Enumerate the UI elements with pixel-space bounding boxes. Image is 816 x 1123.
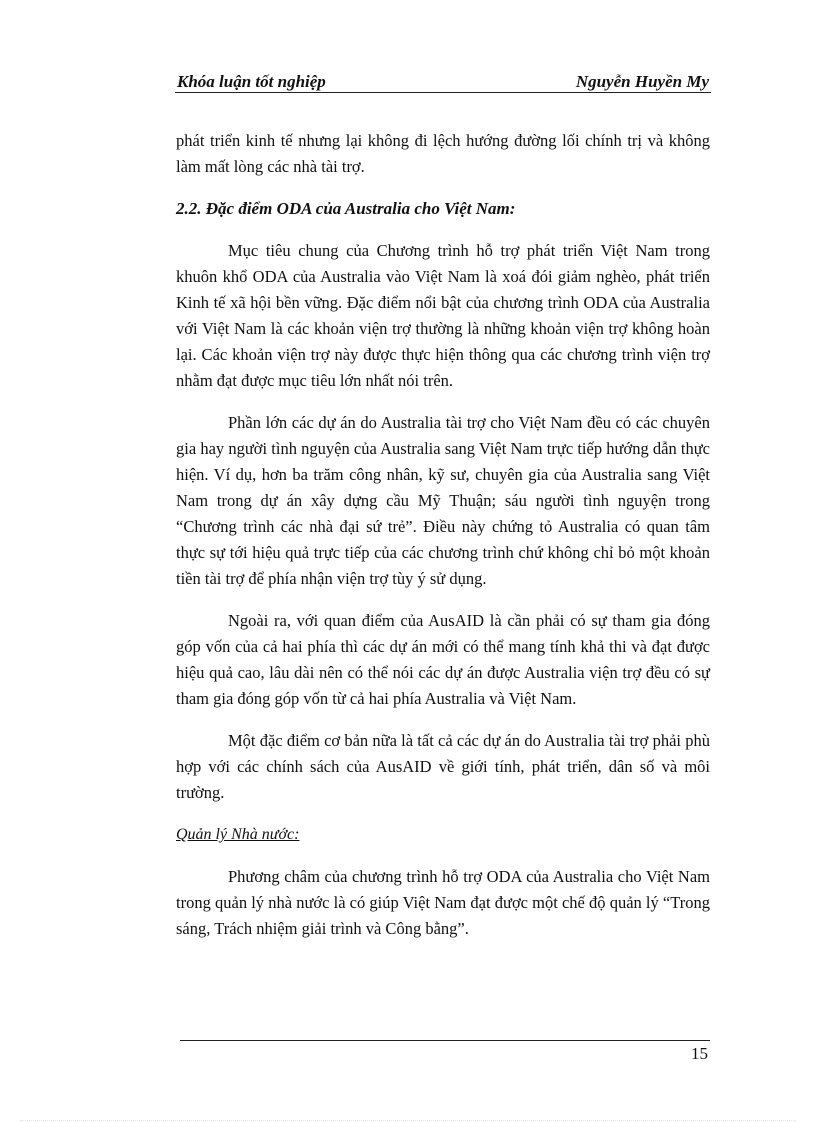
subsection-heading: Quản lý Nhà nước: <box>176 826 300 843</box>
paragraph-policy-fit: Một đặc điểm cơ bản nữa là tất cả các dự án do Australia tài trợ phải phù hợp với các chính sách của AusAID về giới tính, phát triển, dân số và môi trường. <box>176 731 710 802</box>
page-edge-divider <box>20 1120 796 1121</box>
page-footer <box>180 1040 710 1071</box>
page-header <box>175 72 711 93</box>
paragraph-continuation: phát triển kinh tế nhưng lại không đi lệch hướng đường lối chính trị và không làm mất lòng các nhà tài trợ. <box>176 131 710 176</box>
page-body <box>176 128 710 958</box>
page-number: 15 <box>691 1044 708 1063</box>
paragraph-experts: Phần lớn các dự án do Australia tài trợ cho Việt Nam đều có các chuyên gia hay người tình nguyện của Australia sang Việt Nam trực tiếp hướng dẫn thực hiện. Ví dụ, hơn ba trăm công nhân, kỹ sư, chuyên gia của Australia sang Việt Nam trong dự án xây dựng cầu Mỹ Thuận; sáu người tình nguyện trong “Chương trình các nhà đại sứ trẻ”. Điều này chứng tỏ Australia có quan tâm thực sự tới hiệu quả trực tiếp của các chương trình chứ không chỉ bỏ một khoản tiền tài trợ để phía nhận viện trợ tùy ý sử dụng. <box>176 413 710 588</box>
paragraph-general-objective: Mục tiêu chung của Chương trình hỗ trợ phát triển Việt Nam trong khuôn khổ ODA của Australia vào Việt Nam là xoá đói giảm nghèo, phát triển Kinh tế xã hội bền vững. Đặc điểm nổi bật của chương trình ODA của Australia với Việt Nam là các khoản viện trợ thường là những khoản viện trợ không hoàn lại. Các khoản viện trợ này được thực hiện thông qua các chương trình viện trợ nhằm đạt được mục tiêu lớn nhất nói trên. <box>176 241 710 390</box>
section-heading: 2.2. Đặc điểm ODA của Australia cho Việt Nam: <box>176 199 516 218</box>
header-thesis-title: Khóa luận tốt nghiệp <box>177 72 326 91</box>
paragraph-cofunding: Ngoài ra, với quan điểm của AusAID là cần phải có sự tham gia đóng góp vốn của cả hai phía thì các dự án mới có thể mang tính khả thi và đạt được hiệu quả cao, lâu dài nên có thể nói các dự án được Australia viện trợ đều có sự tham gia đóng góp vốn từ cả hai phía Australia và Việt Nam. <box>176 611 710 708</box>
paragraph-governance: Phương châm của chương trình hỗ trợ ODA của Australia cho Việt Nam trong quản lý nhà nước là có giúp Việt Nam đạt được một chế độ quản lý “Trong sáng, Trách nhiệm giải trình và Công bằng”. <box>176 867 710 938</box>
header-author-name: Nguyễn Huyền My <box>575 72 709 91</box>
